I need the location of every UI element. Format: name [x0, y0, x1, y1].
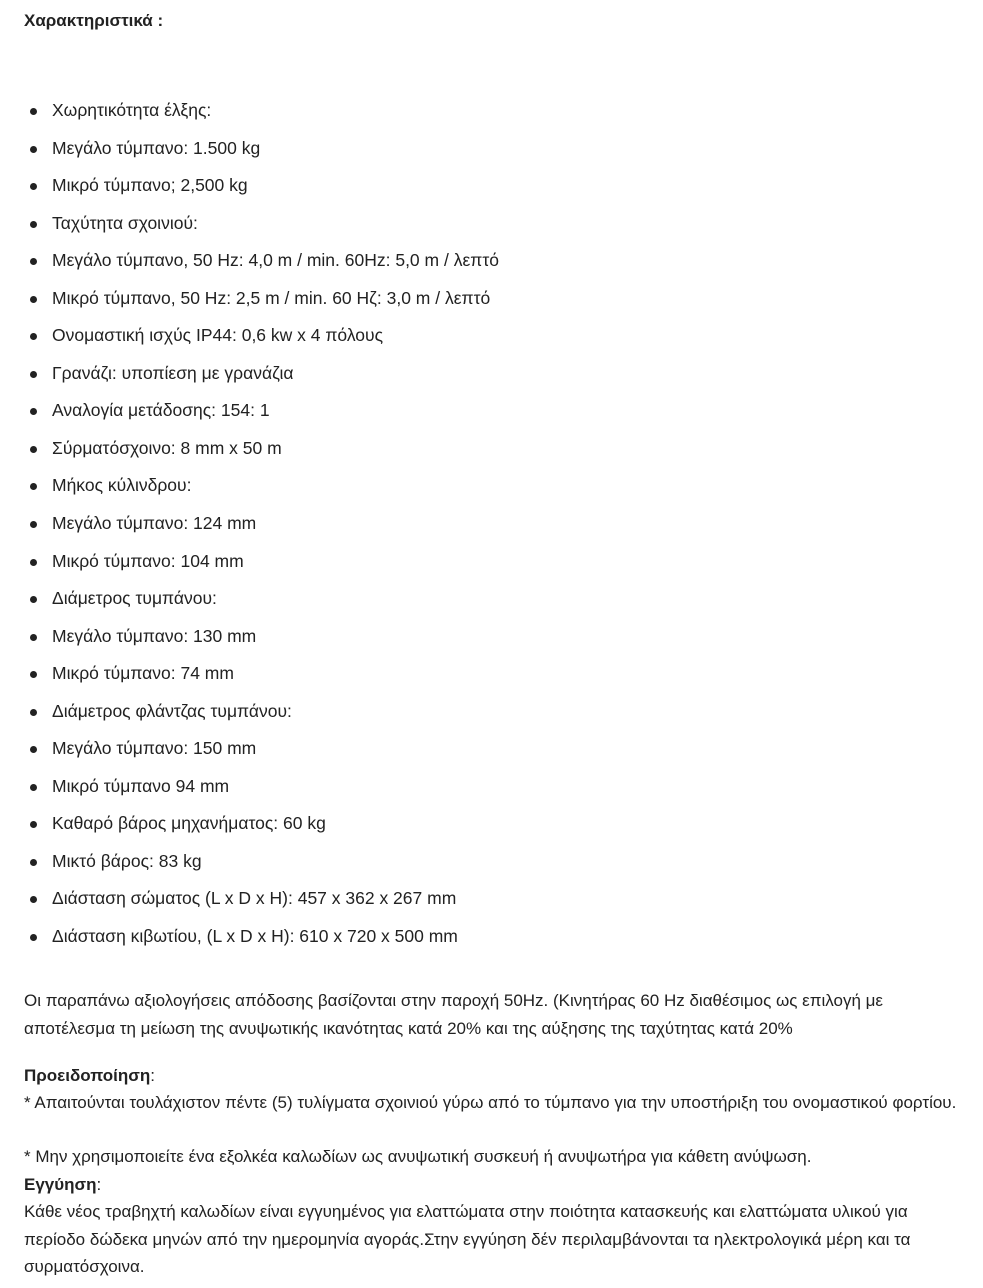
bullet-icon [30, 108, 37, 115]
bullet-icon [30, 634, 37, 641]
bullet-icon [30, 221, 37, 228]
list-item: Μικρό τύμπανο; 2,500 kg [24, 167, 964, 205]
bullet-icon [30, 521, 37, 528]
performance-note: Οι παραπάνω αξιολογήσεις απόδοσης βασίζονται στην παροχή 50Hz. (Κινητήρας 60 Hz διαθέσιμος ως επιλογή με αποτέλεσμα τη μείωση της ανυψωτικής ικανότητας κατά 20% και της αύξησης της ταχύτητας κατά 20% [24, 991, 884, 1038]
warranty-colon: : [96, 1175, 102, 1194]
bullet-icon [30, 446, 37, 453]
bullet-icon [30, 296, 37, 303]
list-item: Μεγάλο τύμπανο: 1.500 kg [24, 130, 964, 168]
warning-title: Προειδοποίηση [24, 1066, 151, 1085]
list-item: Μεγάλο τύμπανο: 150 mm [24, 730, 964, 768]
warranty-title: Εγγύηση [24, 1175, 97, 1194]
bullet-icon [30, 671, 37, 678]
list-item: Γρανάζι: υποπίεση με γρανάζια [24, 355, 964, 393]
list-item: Μικρό τύμπανο: 74 mm [24, 655, 964, 693]
bullet-icon [30, 146, 37, 153]
bullet-icon [30, 371, 37, 378]
bullet-icon [30, 784, 37, 791]
bullet-icon [30, 709, 37, 716]
list-item: Ονομαστική ισχύς IP44: 0,6 kw x 4 πόλους [24, 317, 964, 355]
warning-line-1: * Απαιτούνται τουλάχιστον πέντε (5) τυλίγματα σχοινιού γύρω από το τύμπανο για την υποστήριξη του ονομαστικού φορτίου. [24, 1093, 957, 1112]
list-item: Διάμετρος φλάντζας τυμπάνου: [24, 693, 964, 731]
warranty-heading [24, 1171, 969, 1199]
warranty-text: Κάθε νέος τραβηχτή καλωδίων είναι εγγυημένος για ελαττώματα στην ποιότητα κατασκευής και ελαττώματα υλικού για περίοδο δώδεκα μηνών από την ημερομηνία αγοράς.Στην εγγύηση δέν περιλαμβάνονται τα ηλεκτρολογικά μέρη και τα συρματόσχοινα. [24, 1202, 911, 1276]
specs-list [24, 92, 964, 956]
bullet-icon [30, 596, 37, 603]
list-item: Μεγάλο τύμπανο, 50 Hz: 4,0 m / min. 60Hz: 5,0 m / λεπτό [24, 242, 964, 280]
list-item: Μικρό τύμπανο 94 mm [24, 768, 964, 806]
list-item: Καθαρό βάρος μηχανήματος: 60 kg [24, 805, 964, 843]
list-item: Διάσταση κιβωτίου, (L x D x H): 610 x 720 x 500 mm [24, 918, 964, 956]
list-item: Μεγάλο τύμπανο: 130 mm [24, 618, 964, 656]
list-item: Μικρό τύμπανο, 50 Hz: 2,5 m / min. 60 Ηζ: 3,0 m / λεπτό [24, 280, 964, 318]
list-item: Μικτό βάρος: 83 kg [24, 843, 964, 881]
list-item: Αναλογία μετάδοσης: 154: 1 [24, 392, 964, 430]
bullet-icon [30, 934, 37, 941]
warning-heading [24, 1062, 969, 1090]
bullet-icon [30, 559, 37, 566]
list-item: Μεγάλο τύμπανο: 124 mm [24, 505, 964, 543]
list-item: Μήκος κύλινδρου: [24, 467, 964, 505]
list-item: Διάμετρος τυμπάνου: [24, 580, 964, 618]
list-item: Ταχύτητα σχοινιού: [24, 205, 964, 243]
list-item: Σύρματόσχοινο: 8 mm x 50 m [24, 430, 964, 468]
bullet-icon [30, 183, 37, 190]
list-item: Διάσταση σώματος (L x D x H): 457 x 362 x 267 mm [24, 880, 964, 918]
bullet-icon [30, 746, 37, 753]
warning-line-2: * Μην χρησιμοποιείτε ένα εξολκέα καλωδίων ως ανυψωτική συσκευή ή ανυψωτήρα για κάθετη ανύψωση. [24, 1147, 812, 1166]
bullet-icon [30, 821, 37, 828]
bullet-icon [30, 408, 37, 415]
bullet-icon [30, 483, 37, 490]
bullet-icon [30, 333, 37, 340]
bullet-icon [30, 896, 37, 903]
warning-colon: : [150, 1066, 155, 1085]
list-item: Μικρό τύμπανο: 104 mm [24, 543, 964, 581]
bullet-icon [30, 258, 37, 265]
bullet-icon [30, 859, 37, 866]
specs-heading: Χαρακτηριστικά : [24, 11, 164, 30]
list-item: Χωρητικότητα έλξης: [24, 92, 964, 130]
